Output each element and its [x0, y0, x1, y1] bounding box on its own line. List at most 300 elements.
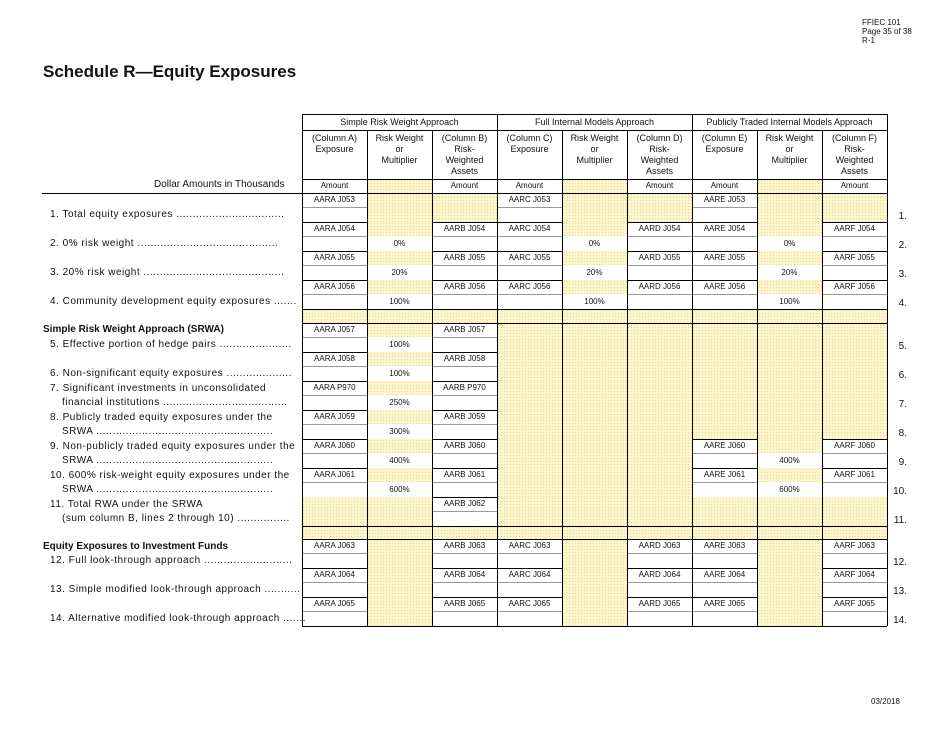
line-label-10: 10. 600% risk-weight equity exposures under the [50, 470, 290, 481]
code-divider [302, 582, 367, 583]
risk-weight-value: 300% [389, 427, 410, 436]
column-header-9 [822, 130, 887, 179]
row-line [302, 526, 887, 527]
line-label-1: 1. Total equity exposures ................................. [50, 209, 285, 220]
shaded-cell [562, 597, 627, 626]
code-divider [302, 453, 367, 454]
amount-input[interactable] [302, 207, 367, 222]
shaded-cell [497, 352, 562, 381]
code-divider [432, 265, 497, 266]
mdrm-code: AARA J064 [314, 570, 355, 579]
amount-input[interactable] [302, 366, 367, 381]
code-divider [497, 265, 562, 266]
amount-input[interactable] [822, 611, 887, 626]
mdrm-code: AARE J064 [703, 570, 746, 579]
amount-input[interactable] [692, 294, 757, 309]
amount-input[interactable] [692, 553, 757, 568]
risk-weight-value: 100% [779, 297, 800, 306]
mdrm-code: AARA J061 [314, 470, 355, 479]
amount-input[interactable] [302, 482, 367, 497]
line-label-13: 13. Simple modified look-through approach ........... [50, 584, 301, 595]
column-header-line: Risk- [649, 144, 670, 154]
mdrm-code: AARA J058 [314, 354, 355, 363]
risk-weight-value: 20% [781, 268, 798, 277]
risk-weight-shaded [757, 439, 822, 453]
line-label-11: (sum column B, lines 2 through 10) ................ [62, 513, 290, 524]
amount-input[interactable] [497, 207, 562, 222]
header-bottom-line [302, 179, 887, 180]
risk-weight-value: 250% [389, 398, 410, 407]
shaded-cell [757, 539, 822, 568]
amount-input[interactable] [627, 294, 692, 309]
code-divider [302, 424, 367, 425]
mdrm-code: AARB J059 [443, 412, 486, 421]
code-divider [302, 294, 367, 295]
code-divider [302, 337, 367, 338]
code-divider [497, 294, 562, 295]
shaded-cell [627, 410, 692, 439]
line-label-8: 8. Publicly traded equity exposures under the [50, 412, 273, 423]
mdrm-code: AARD J056 [638, 282, 681, 291]
amount-input[interactable] [822, 553, 887, 568]
section-spacer [432, 309, 497, 323]
column-divider [497, 114, 498, 626]
code-divider [497, 611, 562, 612]
risk-weight-shaded [367, 468, 432, 482]
code-divider [497, 582, 562, 583]
line-number: 2. [898, 240, 907, 251]
column-header-1 [302, 130, 367, 179]
mdrm-code: AARD J064 [638, 570, 681, 579]
shaded-cell [692, 410, 757, 439]
amount-input[interactable] [302, 553, 367, 568]
line-number: 3. [898, 269, 907, 280]
amount-input[interactable] [302, 395, 367, 410]
amount-input[interactable] [692, 207, 757, 222]
line-number: 5. [898, 341, 907, 352]
amount-input[interactable] [302, 424, 367, 439]
amount-input[interactable] [432, 337, 497, 352]
shaded-cell [367, 193, 432, 222]
mdrm-code: AARF J061 [834, 470, 875, 479]
code-divider [302, 207, 367, 208]
shaded-cell [757, 597, 822, 626]
column-header-line: Weighted [445, 155, 484, 165]
mdrm-code: AARA J065 [314, 599, 355, 608]
amount-input[interactable] [302, 453, 367, 468]
mdrm-code: AARA J055 [314, 253, 355, 262]
code-divider [432, 611, 497, 612]
code-divider [302, 611, 367, 612]
risk-weight-shaded [367, 410, 432, 424]
column-header-line: Risk Weight [570, 133, 619, 143]
code-divider [302, 265, 367, 266]
column-header-line: Risk- [844, 144, 865, 154]
column-header-line: (Column B) [441, 133, 488, 143]
mdrm-code: AARA J053 [314, 195, 355, 204]
mdrm-code: AARB J063 [443, 541, 486, 550]
code-divider [822, 582, 887, 583]
risk-weight-value: 100% [389, 369, 410, 378]
amount-input[interactable] [497, 265, 562, 280]
shaded-cell [367, 539, 432, 568]
mdrm-code: AARC J054 [508, 224, 551, 233]
group-header-2: Full Internal Models Approach [534, 117, 655, 127]
amount-input[interactable] [822, 294, 887, 309]
code-divider [822, 294, 887, 295]
code-divider [822, 453, 887, 454]
code-divider [822, 236, 887, 237]
column-header-line: Exposure [705, 144, 744, 154]
column-header-line: Risk- [454, 144, 475, 154]
amount-input[interactable] [822, 482, 887, 497]
mdrm-code: AARA J056 [314, 282, 355, 291]
mdrm-code: AARB J064 [443, 570, 486, 579]
amount-input[interactable] [497, 582, 562, 597]
mdrm-code: AARA J063 [314, 541, 355, 550]
amount-shaded-cell [757, 179, 822, 193]
risk-weight-value: 600% [779, 485, 800, 494]
column-header-line: Multiplier [381, 155, 418, 165]
amount-input[interactable] [432, 395, 497, 410]
line-label-9: 9. Non-publicly traded equity exposures under the [50, 441, 296, 452]
amount-input[interactable] [432, 294, 497, 309]
line-label-10: SRWA ...................................................... [62, 484, 274, 495]
amount-input[interactable] [627, 553, 692, 568]
line-label-7: 7. Significant investments in unconsolidated [50, 383, 267, 394]
risk-weight-value: 0% [588, 239, 601, 248]
code-divider [432, 424, 497, 425]
amount-input[interactable] [497, 553, 562, 568]
column-header-line: Assets [645, 166, 673, 176]
amount-input[interactable] [627, 582, 692, 597]
line-label-8: SRWA ...................................................... [62, 426, 274, 437]
risk-weight-shaded [367, 352, 432, 366]
shaded-cell [562, 410, 627, 439]
shaded-cell [302, 497, 367, 526]
mdrm-code: AARE J054 [703, 224, 746, 233]
code-divider [692, 611, 757, 612]
code-divider [432, 395, 497, 396]
code-divider [627, 236, 692, 237]
shaded-cell [822, 497, 887, 526]
row-line [302, 309, 887, 310]
shaded-cell [367, 497, 432, 526]
code-divider [627, 294, 692, 295]
mdrm-code: AARB J065 [443, 599, 486, 608]
amount-input[interactable] [692, 265, 757, 280]
code-divider [692, 294, 757, 295]
section-header-funds: Equity Exposures to Investment Funds [43, 541, 229, 552]
shaded-cell [757, 568, 822, 597]
mdrm-code: AARC J056 [508, 282, 551, 291]
amount-input[interactable] [692, 482, 757, 497]
risk-weight-shaded [367, 323, 432, 337]
mdrm-code: AARE J060 [703, 441, 746, 450]
shaded-cell [822, 352, 887, 381]
amount-input[interactable] [822, 265, 887, 280]
amount-input[interactable] [432, 511, 497, 526]
amount-input[interactable] [822, 453, 887, 468]
risk-weight-shaded [757, 251, 822, 265]
section-spacer-shaded [302, 309, 887, 323]
shaded-cell [562, 323, 627, 352]
shaded-cell [692, 381, 757, 410]
risk-weight-value: 100% [584, 297, 605, 306]
code-divider [692, 582, 757, 583]
mdrm-code: AARF J065 [834, 599, 875, 608]
amount-input[interactable] [432, 236, 497, 251]
column-header-line: (Column A) [311, 133, 357, 143]
risk-weight-shaded [757, 222, 822, 236]
shaded-cell [757, 381, 822, 410]
code-divider [432, 553, 497, 554]
risk-weight-shaded [562, 251, 627, 265]
line-number: 10. [893, 486, 907, 497]
code-divider [627, 582, 692, 583]
amount-input[interactable] [627, 611, 692, 626]
risk-weight-shaded [757, 280, 822, 294]
risk-weight-shaded [757, 468, 822, 482]
amount-input[interactable] [432, 366, 497, 381]
column-header-4 [497, 130, 562, 179]
shaded-cell [497, 381, 562, 410]
mdrm-code: AARB J062 [443, 499, 486, 508]
page-title: Schedule R—Equity Exposures [43, 62, 297, 81]
form-date: 03/2018 [871, 697, 900, 706]
column-header-line: Risk Weight [765, 133, 814, 143]
amount-input[interactable] [822, 582, 887, 597]
amount-input[interactable] [432, 553, 497, 568]
code-divider [302, 366, 367, 367]
column-header-line: or [590, 144, 599, 154]
column-header-line: Weighted [835, 155, 874, 165]
risk-weight-value: 20% [391, 268, 408, 277]
column-header-line: Multiplier [576, 155, 613, 165]
amount-shaded-cell [562, 179, 627, 193]
code-divider [432, 337, 497, 338]
line-number: 12. [893, 557, 907, 568]
code-divider [692, 453, 757, 454]
shaded-cell [367, 597, 432, 626]
shaded-cell [692, 352, 757, 381]
amount-input[interactable] [497, 294, 562, 309]
column-header-6 [627, 130, 692, 179]
shaded-cell [692, 497, 757, 526]
amount-input[interactable] [692, 611, 757, 626]
shaded-cell [757, 193, 822, 222]
line-number: 1. [898, 211, 907, 222]
page-number: Page 35 of 38 [862, 27, 912, 36]
amount-input[interactable] [432, 582, 497, 597]
line-label-3: 3. 20% risk weight ........................................... [50, 267, 285, 278]
amount-label: Amount [515, 181, 544, 190]
mdrm-code: AARB J060 [443, 441, 486, 450]
shaded-cell [497, 497, 562, 526]
dollar-amounts-label: Dollar Amounts in Thousands [154, 179, 285, 190]
amount-input[interactable] [627, 236, 692, 251]
mdrm-code: AARC J065 [508, 599, 551, 608]
shaded-cell [822, 381, 887, 410]
code-divider [497, 207, 562, 208]
column-divider [692, 114, 693, 626]
mdrm-code: AARE J055 [703, 253, 746, 262]
column-header-7 [692, 130, 757, 179]
column-header-8 [757, 130, 822, 179]
line-number: 14. [893, 615, 907, 626]
shaded-cell [497, 439, 562, 468]
line-number: 13. [893, 586, 907, 597]
table-top-line [302, 114, 887, 115]
amount-input[interactable] [302, 265, 367, 280]
shaded-cell [757, 410, 822, 439]
column-header-line: Risk Weight [375, 133, 424, 143]
mdrm-code: AARA J060 [314, 441, 355, 450]
group-header-3: Publicly Traded Internal Models Approach [706, 117, 873, 127]
shaded-cell [432, 193, 497, 222]
line-label-12: 12. Full look-through approach ........................... [50, 555, 293, 566]
amount-label: Amount [710, 181, 739, 190]
section-spacer-shaded [302, 526, 887, 539]
shaded-cell [757, 352, 822, 381]
amount-input[interactable] [302, 337, 367, 352]
shaded-cell [497, 410, 562, 439]
shaded-cell [627, 468, 692, 497]
risk-weight-value: 0% [393, 239, 406, 248]
shaded-cell [562, 439, 627, 468]
amount-input[interactable] [692, 582, 757, 597]
mdrm-code: AARB J055 [443, 253, 486, 262]
code-divider [432, 236, 497, 237]
code-divider [302, 236, 367, 237]
shaded-cell [627, 497, 692, 526]
line-label-7: financial institutions ...................................... [62, 397, 288, 408]
risk-weight-value: 400% [389, 456, 410, 465]
shaded-cell [562, 381, 627, 410]
amount-input[interactable] [692, 453, 757, 468]
line-label-6: 6. Non-significant equity exposures .................... [50, 368, 292, 379]
column-divider [302, 114, 303, 626]
mdrm-code: AARB J057 [443, 325, 486, 334]
amount-input[interactable] [302, 582, 367, 597]
form-header [862, 18, 912, 45]
column-header-line: Multiplier [771, 155, 808, 165]
amount-shaded-cell [367, 179, 432, 193]
column-header-line: Exposure [510, 144, 549, 154]
mdrm-code: AARA J059 [314, 412, 355, 421]
code-divider [692, 207, 757, 208]
amount-input[interactable] [497, 611, 562, 626]
mdrm-code: AARF J054 [834, 224, 875, 233]
mdrm-code: AARB J054 [443, 224, 486, 233]
mdrm-code: AARD J065 [638, 599, 681, 608]
amount-input[interactable] [302, 236, 367, 251]
mdrm-code: AARE J063 [703, 541, 746, 550]
risk-weight-shaded [367, 439, 432, 453]
column-header-line: (Column E) [701, 133, 748, 143]
column-header-line: (Column F) [831, 133, 877, 143]
code-divider [822, 482, 887, 483]
row-line [302, 626, 887, 627]
mdrm-code: AARB J058 [443, 354, 486, 363]
column-header-3 [432, 130, 497, 179]
risk-weight-shaded [367, 251, 432, 265]
column-header-5 [562, 130, 627, 179]
section-header-srwa: Simple Risk Weight Approach (SRWA) [43, 324, 224, 335]
shaded-cell [562, 193, 627, 222]
line-number: 8. [898, 428, 907, 439]
amount-input[interactable] [432, 611, 497, 626]
column-header-line: Exposure [315, 144, 354, 154]
mdrm-code: AARD J054 [638, 224, 681, 233]
code-divider [432, 294, 497, 295]
mdrm-code: AARD J055 [638, 253, 681, 262]
mdrm-code: AARE J053 [703, 195, 746, 204]
shaded-cell [627, 323, 692, 352]
mdrm-code: AARF J060 [834, 441, 875, 450]
amount-input[interactable] [432, 482, 497, 497]
line-label-2: 2. 0% risk weight ........................................... [50, 238, 279, 249]
amount-row-bottom-line [42, 193, 887, 194]
mdrm-code: AARA J057 [314, 325, 355, 334]
column-header-line: (Column C) [506, 133, 553, 143]
amount-input[interactable] [497, 236, 562, 251]
mdrm-code: AARE J056 [703, 282, 746, 291]
risk-weight-value: 0% [783, 239, 796, 248]
amount-label: Amount [840, 181, 869, 190]
amount-input[interactable] [627, 265, 692, 280]
amount-input[interactable] [302, 294, 367, 309]
column-divider [627, 130, 628, 626]
line-label-9: SRWA ...................................................... [62, 455, 274, 466]
shaded-cell [562, 352, 627, 381]
column-divider [757, 130, 758, 626]
amount-label: Amount [645, 181, 674, 190]
mdrm-code: AARC J053 [508, 195, 551, 204]
amount-label: Amount [320, 181, 349, 190]
column-header-line: Assets [450, 166, 478, 176]
amount-input[interactable] [432, 453, 497, 468]
amount-input[interactable] [432, 424, 497, 439]
shaded-cell [562, 539, 627, 568]
code-divider [302, 395, 367, 396]
code-divider [822, 553, 887, 554]
risk-weight-value: 100% [389, 340, 410, 349]
amount-input[interactable] [692, 236, 757, 251]
mdrm-code: AARA J054 [314, 224, 355, 233]
amount-input[interactable] [432, 265, 497, 280]
shaded-cell [627, 439, 692, 468]
shaded-cell [757, 497, 822, 526]
amount-input[interactable] [822, 236, 887, 251]
mdrm-code: AARF J063 [834, 541, 875, 550]
code-divider [302, 482, 367, 483]
shaded-cell [627, 381, 692, 410]
column-header-line: Assets [840, 166, 868, 176]
risk-weight-shaded [562, 222, 627, 236]
risk-weight-value: 100% [389, 297, 410, 306]
row-line [302, 539, 887, 540]
shaded-cell [822, 193, 887, 222]
line-number: 4. [898, 298, 907, 309]
amount-input[interactable] [302, 611, 367, 626]
code-divider [822, 265, 887, 266]
mdrm-code: AARF J055 [834, 253, 875, 262]
line-label-4: 4. Community development equity exposures ....... [50, 296, 297, 307]
shaded-cell [562, 468, 627, 497]
code-divider [432, 511, 497, 512]
code-divider [432, 366, 497, 367]
